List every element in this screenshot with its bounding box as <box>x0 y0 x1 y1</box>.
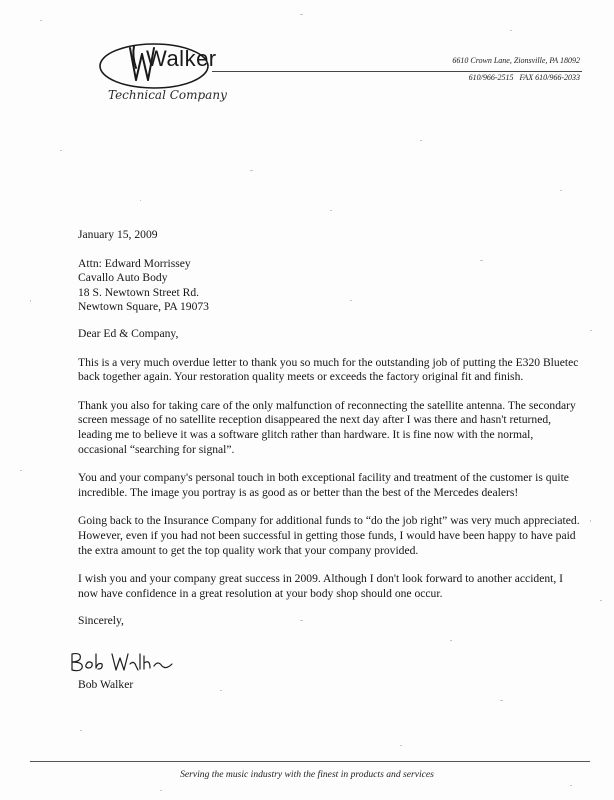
footer-slogan: Serving the music industry with the finest in products and services <box>180 769 434 780</box>
address-line: Attn: Edward Morrissey <box>78 256 191 270</box>
paragraph: This is a very much overdue letter to thank you so much for the outstanding job of putting the E320 Bluetec back together again. Your restoration quality meets or exceeds the factory original fit and finish. <box>78 355 579 384</box>
paragraph: Thank you also for taking care of the only malfunction of reconnecting the satellite antenna. The secondary screen message of no satellite reception disappeared the next day after I was there and hasn't returned, leading me to believe it was a software glitch rather than hardware. It is fine now with the normal, occasional “searching for signal”. <box>78 398 576 456</box>
paragraph: Going back to the Insurance Company for additional funds to “do the job right” was very much appreciated. However, even if you had not been successful in getting those funds, I would have been happy to have paid the extra amount to get the top quality work that your company provided. <box>78 514 580 557</box>
letter-body <box>78 228 580 629</box>
salutation: Dear Ed & Company, <box>78 326 179 340</box>
closing: Sincerely, <box>78 614 124 628</box>
company-name: Walker <box>146 46 217 71</box>
footer-rule <box>30 761 590 762</box>
address-line: Cavallo Auto Body <box>78 271 168 285</box>
recipient-address <box>78 257 580 315</box>
handwritten-signature <box>68 648 178 678</box>
letterhead-rule <box>212 71 582 72</box>
paragraph: I wish you and your company great success in 2009. Although I don't look forward to another accident, I now have confidence in a great resolution at your body shop should one occur. <box>78 572 564 600</box>
company-tagline: Technical Company <box>108 88 227 102</box>
letter-date: January 15, 2009 <box>78 228 158 241</box>
address-line: Newtown Square, PA 19073 <box>78 300 209 314</box>
company-phone-fax <box>469 73 580 82</box>
company-fax: FAX 610/966-2033 <box>519 73 580 82</box>
company-phone: 610/966-2515 <box>468 73 514 82</box>
company-address: 6610 Crown Lane, Zionsville, PA 18092 <box>452 56 580 65</box>
address-line: 18 S. Newtown Street Rd. <box>78 285 200 299</box>
signer-name: Bob Walker <box>78 678 134 691</box>
paragraph: You and your company's personal touch in both exceptional facility and treatment of the customer is quite incredible. The image you portray is as good as or better than the best of the Mercedes dealers! <box>78 471 569 499</box>
